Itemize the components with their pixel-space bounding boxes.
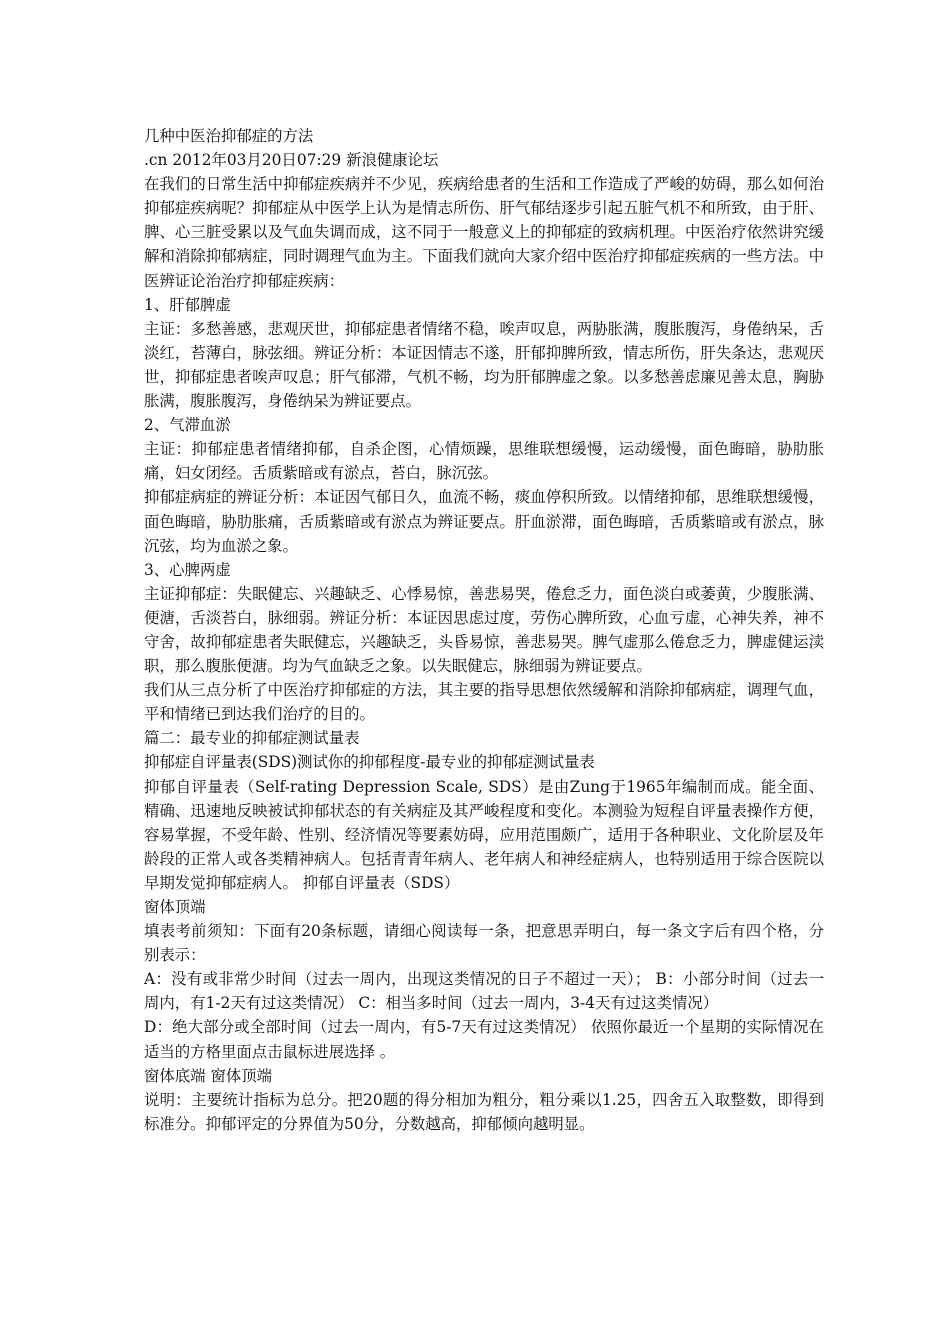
- options-abc-paragraph: A：没有或非常少时间（过去一周内，出现这类情况的日子不超过一天）； B：小部分时间（过去一周内，有1-2天有过这类情况） C：相当多时间（过去一周内，3-4天有过这类情况）: [144, 970, 824, 1013]
- instructions-paragraph: 填表考前须知：下面有20条标题，请细心阅读每一条，把意思弄明白，每一条文字后有四个格，分别表示：: [144, 922, 824, 965]
- part-two-heading: 篇二：最专业的抑郁症测试量表: [144, 729, 360, 748]
- section-3-paragraph: 主证抑郁症：失眠健忘、兴趣缺乏、心悸易惊，善悲易哭，倦怠乏力，面色淡白或萎黄，少腹胀满、便溏，舌淡苔白，脉细弱。辨证分析：本证因思虑过度，劳伤心脾所致，心血亏虚，心神失养，神不守舍，故抑郁症患者失眠健忘，兴趣缺乏，头昏易惊，善悲易哭。脾气虚那么倦怠乏力，脾虚健运渎职，那么腹胀便溏。均为气血缺乏之象。以失眠健忘，脉细弱为辨证要点。: [144, 584, 824, 676]
- section-2-paragraph: 主证：抑郁症患者情绪抑郁，自杀企图，心情烦躁，思维联想缓慢，运动缓慢，面色晦暗，胁肋胀痛，妇女闭经。舌质紫暗或有淤点，苔白，脉沉弦。: [144, 440, 824, 483]
- document-title: 几种中医治抑郁症的方法: [144, 127, 314, 145]
- source-line: .cn 2012年03月20日07:29 新浪健康论坛: [144, 151, 439, 170]
- option-d-paragraph: D：绝大部分或全部时间（过去一周内，有5-7天有过这类情况） 依照你最近一个星期的实际情况在适当的方格里面点击鼠标进展选择 。: [144, 1018, 824, 1061]
- document-body: [144, 124, 824, 1136]
- section-1-paragraph: 主证：多愁善感，悲观厌世，抑郁症患者情绪不稳，唉声叹息，两胁胀满，腹胀腹泻，身倦纳呆，舌淡红，苔薄白，脉弦细。辨证分析：本证因情志不遂，肝郁抑脾所致，情志所伤，肝失条达，悲观厌世，抑郁症患者唉声叹息；肝气郁滞，气机不畅，均为肝郁脾虚之象。以多愁善虑廉见善太息，胸胁胀满，腹胀腹泻，身倦纳呆为辨证要点。: [144, 319, 824, 411]
- form-bottom-top-label: 窗体底端 窗体顶端: [144, 1066, 273, 1085]
- summary-paragraph: 我们从三点分析了中医治疗抑郁症的方法，其主要的指导思想依然缓解和消除抑郁病症，调理气血，平和情绪已到达我们治疗的目的。: [144, 681, 824, 724]
- sds-intro-paragraph: 抑郁自评量表（Self-rating Depression Scale, SDS）是由Zung于1965年编制而成。能全面、精确、迅速地反映被试抑郁状态的有关病症及其严峻程度和变化。本测验为短程自评量表操作方便，容易掌握，不受年龄、性别、经济情况等要素妨碍，应用范围颇广，适用于各种职业、文化阶层及年龄段的正常人或各类精神病人。包括青青年病人、老年病人和神经症病人，也特别适用于综合医院以早期发觉抑郁症病人。 抑郁自评量表（SDS）: [144, 777, 824, 892]
- form-top-label: 窗体顶端: [144, 898, 206, 916]
- section-heading-3: 3、心脾两虚: [144, 560, 231, 579]
- section-2-analysis: 抑郁症病症的辨证分析：本证因气郁日久，血流不畅，痰血停积所致。以情绪抑郁，思维联想缓慢，面色晦暗，胁肋胀痛，舌质紫暗或有淤点为辨证要点。肝血淤滞，面色晦暗，舌质紫暗或有淤点，脉沉弦，均为血淤之象。: [144, 488, 824, 555]
- section-heading-1: 1、肝郁脾虚: [144, 295, 231, 314]
- section-heading-2: 2、气滞血淤: [144, 416, 231, 435]
- sds-subtitle: 抑郁症自评量表(SDS)测试你的抑郁程度-最专业的抑郁症测试量表: [144, 753, 595, 772]
- intro-paragraph: 在我们的日常生活中抑郁症疾病并不少见，疾病给患者的生活和工作造成了严峻的妨碍，那么如何治抑郁症疾病呢？抑郁症从中医学上认为是情志所伤、肝气郁结逐步引起五脏气机不和所致，由于肝、脾、心三脏受累以及气血失调而成，这不同于一般意义上的抑郁症的致病机理。中医治疗依然讲究缓解和消除抑郁病症，同时调理气血为主。下面我们就向大家介绍中医治疗抑郁症疾病的一些方法。中医辨证论治治疗抑郁症疾病：: [144, 175, 824, 290]
- scoring-note-paragraph: 说明：主要统计指标为总分。把20题的得分相加为粗分，粗分乘以1.25，四舍五入取整数，即得到标准分。抑郁评定的分界值为50分，分数越高，抑郁倾向越明显。: [144, 1090, 824, 1133]
